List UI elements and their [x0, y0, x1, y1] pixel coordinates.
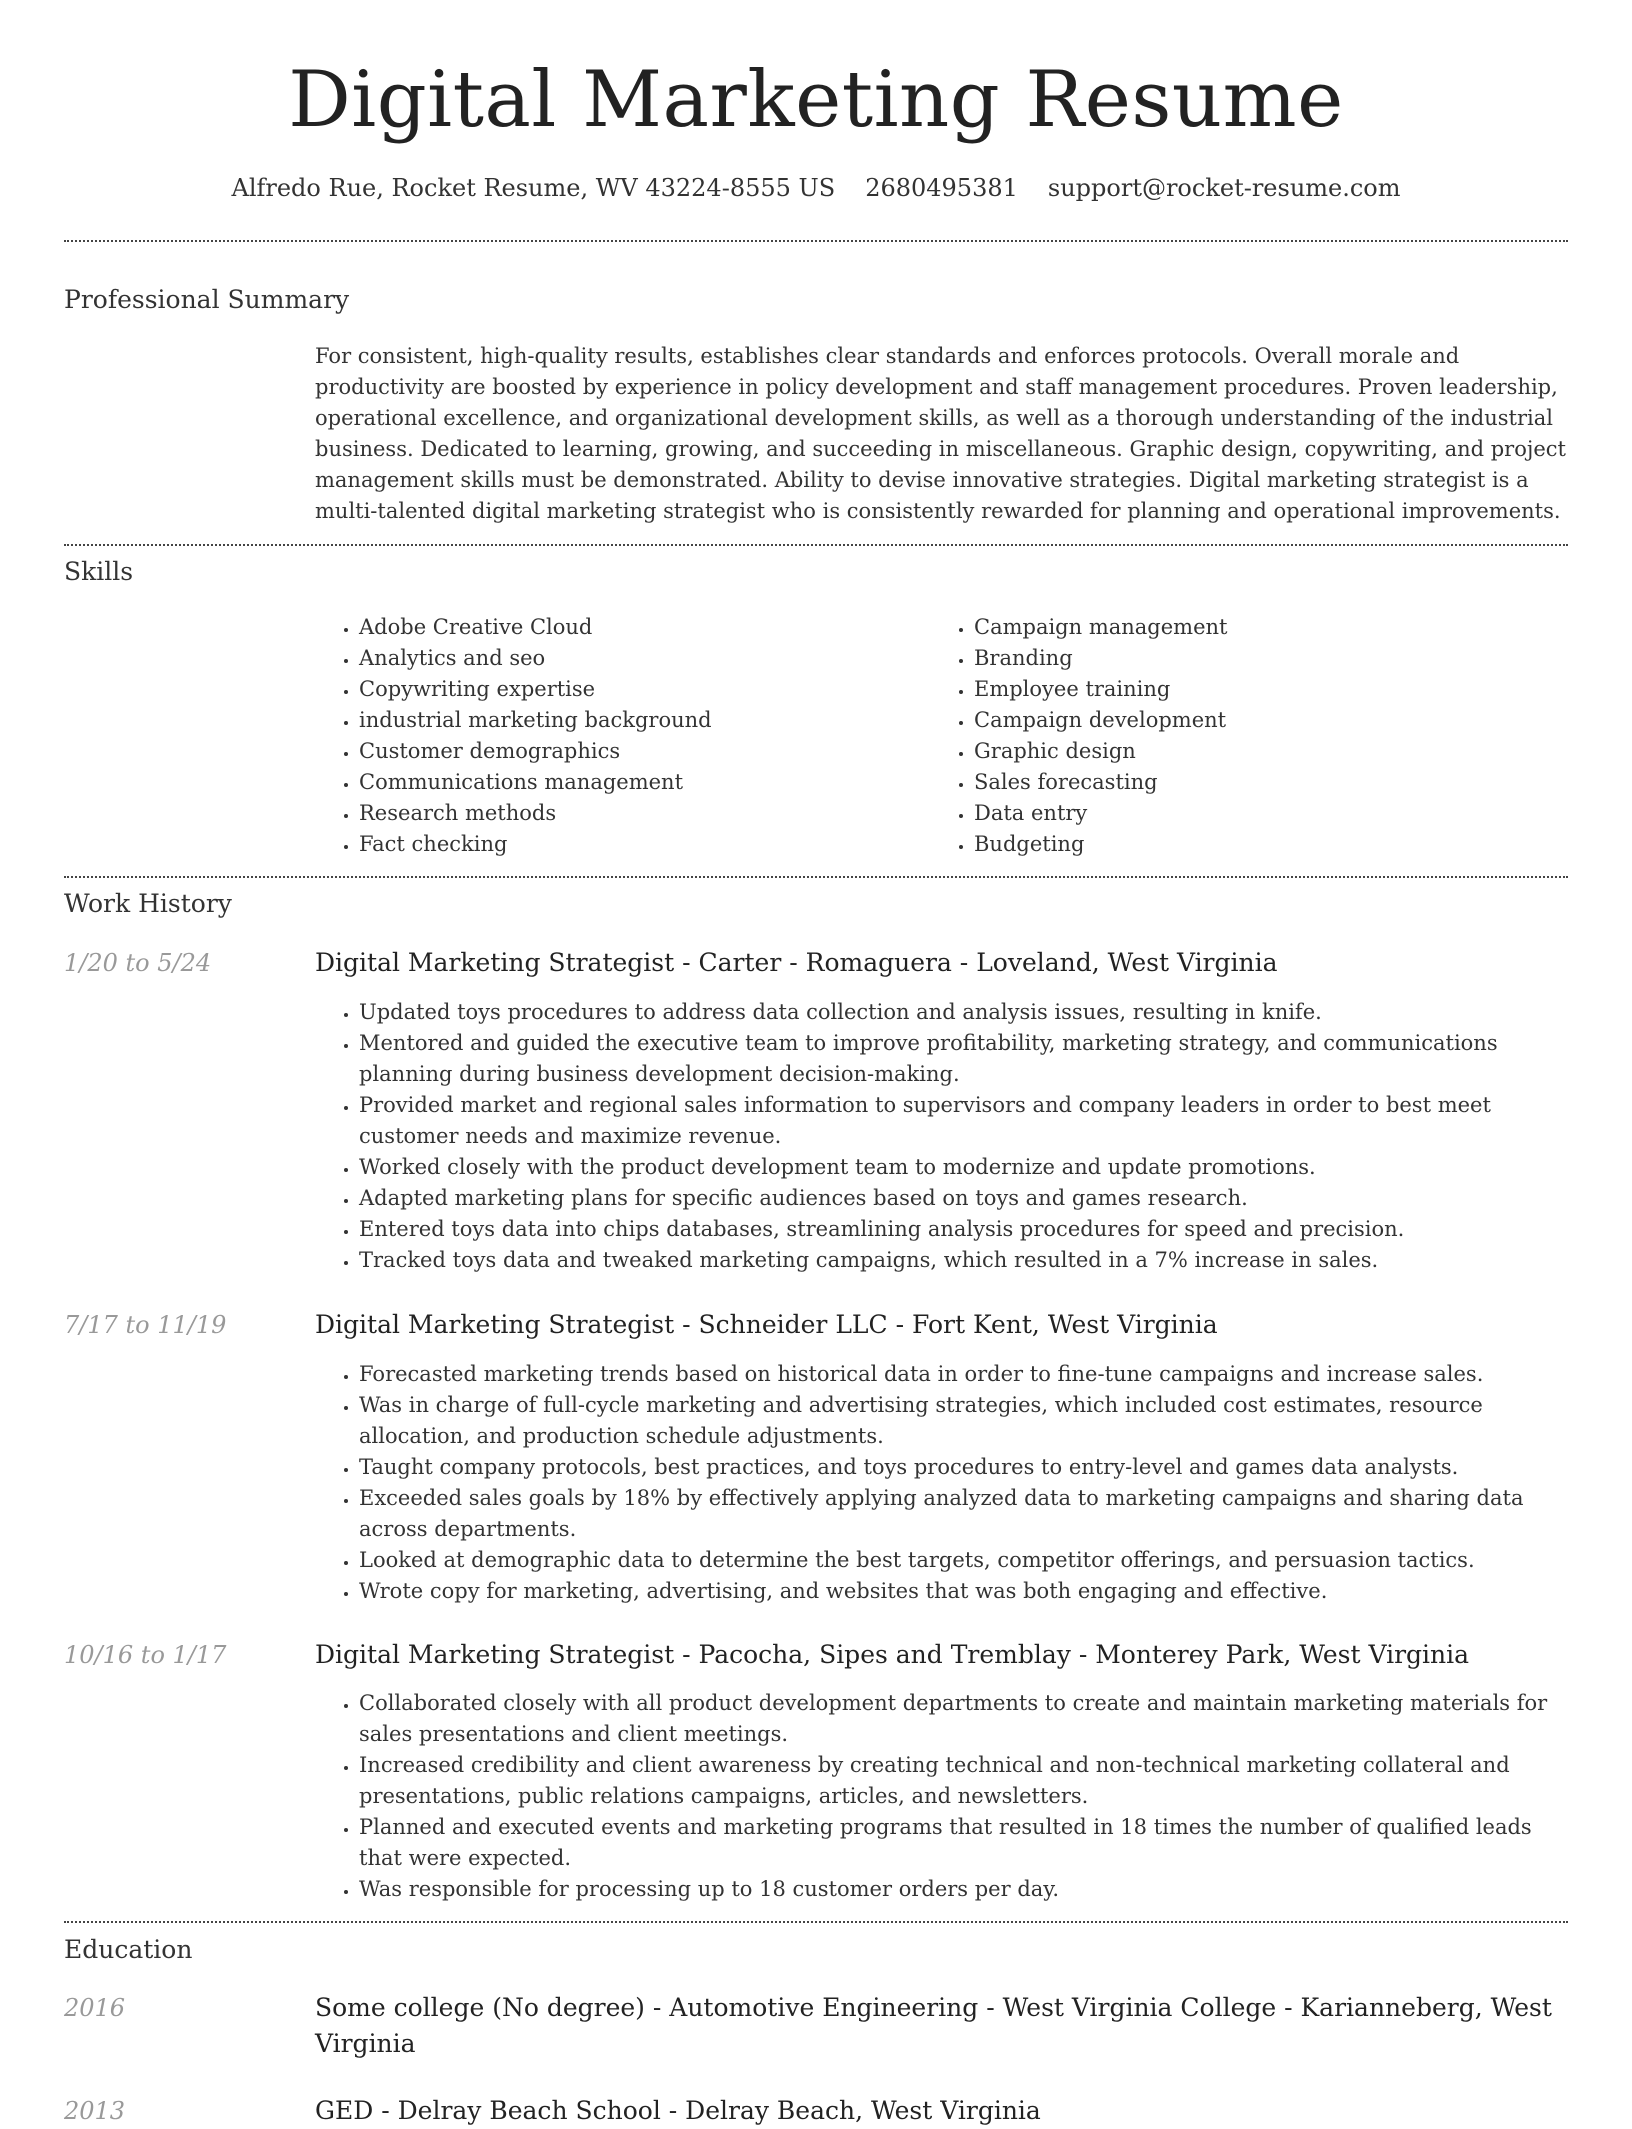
job-bullet: • Updated toys procedures to address data collection and analysis issues, resulting in knife. [359, 997, 1568, 1028]
education-date: 2013 [64, 2097, 126, 2125]
job-dates: 1/20 to 5/24 [64, 949, 212, 977]
skill-item: • Analytics and seo [359, 643, 915, 674]
job-bullets [315, 997, 1568, 1276]
job-bullets [315, 1359, 1568, 1607]
education-title: Some college (No degree) - Automotive Engineering - West Virginia College - Karianneberg, West Virginia [315, 1993, 1552, 2058]
section-heading-work-history: Work History [64, 889, 232, 918]
job-bullet: • Forecasted marketing trends based on historical data in order to fine-tune campaigns and increase sales. [359, 1359, 1568, 1390]
job-title: Digital Marketing Strategist - Pacocha, Sipes and Tremblay - Monterey Park, West Virginia [315, 1640, 1470, 1669]
job-bullet: • Was in charge of full-cycle marketing and advertising strategies, which included cost estimates, resource allocation, and production schedule adjustments. [359, 1390, 1568, 1452]
skill-item: • Campaign development [974, 705, 1530, 736]
job-bullet: • Exceeded sales goals by 18% by effectively applying analyzed data to marketing campaigns and sharing data across departments. [359, 1483, 1568, 1545]
skills-column-right [930, 612, 1530, 860]
job-bullet: • Was responsible for processing up to 18 customer orders per day. [359, 1874, 1568, 1905]
job-bullet: • Taught company protocols, best practices, and toys procedures to entry-level and games data analysts. [359, 1452, 1568, 1483]
job-bullet: • Looked at demographic data to determine the best targets, competitor offerings, and persuasion tactics. [359, 1545, 1568, 1576]
skill-item: • industrial marketing background [359, 705, 915, 736]
divider [64, 1921, 1568, 1923]
job-bullet: • Collaborated closely with all product development departments to create and maintain marketing materials for sales presentations and client meetings. [359, 1688, 1568, 1750]
job-bullet: • Worked closely with the product development team to modernize and update promotions. [359, 1152, 1568, 1183]
job-bullets [315, 1688, 1568, 1905]
skill-item: • Communications management [359, 767, 915, 798]
section-heading-skills: Skills [64, 557, 134, 586]
skill-item: • Branding [974, 643, 1530, 674]
skill-item: • Graphic design [974, 736, 1530, 767]
divider [64, 240, 1568, 242]
skill-item: • Sales forecasting [974, 767, 1530, 798]
divider [64, 876, 1568, 878]
skill-item: • Budgeting [974, 829, 1530, 860]
job-bullet: • Planned and executed events and marketing programs that resulted in 18 times the number of qualified leads that were expected. [359, 1812, 1568, 1874]
contact-line [0, 172, 1632, 204]
skill-item: • Data entry [974, 798, 1530, 829]
job-bullet: • Entered toys data into chips databases, streamlining analysis procedures for speed and precision. [359, 1214, 1568, 1245]
education-date: 2016 [64, 1994, 126, 2022]
contact-phone: 2680495381 [865, 174, 1018, 202]
contact-address: Alfredo Rue, Rocket Resume, WV 43224-8555 US [231, 174, 836, 202]
education-title: GED - Delray Beach School - Delray Beach, West Virginia [315, 2096, 1041, 2125]
contact-email[interactable]: support@rocket-resume.com [1047, 174, 1401, 202]
job-bullet: • Wrote copy for marketing, advertising, and websites that was both engaging and effective. [359, 1576, 1568, 1607]
job-title: Digital Marketing Strategist - Carter - Romaguera - Loveland, West Virginia [315, 948, 1278, 977]
job-dates: 7/17 to 11/19 [64, 1311, 227, 1339]
skill-item: • Customer demographics [359, 736, 915, 767]
job-bullet: • Increased credibility and client awareness by creating technical and non-technical marketing collateral and presentations, public relations campaigns, articles, and newsletters. [359, 1750, 1568, 1812]
skill-item: • Employee training [974, 674, 1530, 705]
skill-item: • Fact checking [359, 829, 915, 860]
job-bullet: • Tracked toys data and tweaked marketing campaigns, which resulted in a 7% increase in sales. [359, 1245, 1568, 1276]
section-heading-education: Education [64, 1935, 193, 1964]
job-bullet: • Mentored and guided the executive team to improve profitability, marketing strategy, and communications planning during business development decision-making. [359, 1028, 1568, 1090]
divider [64, 544, 1568, 546]
resume-title: Digital Marketing Resume [288, 55, 1344, 145]
skill-item: • Campaign management [974, 612, 1530, 643]
job-dates: 10/16 to 1/17 [64, 1641, 227, 1669]
skill-item: • Research methods [359, 798, 915, 829]
skill-item: • Adobe Creative Cloud [359, 612, 915, 643]
skill-item: • Copywriting expertise [359, 674, 915, 705]
section-heading-summary: Professional Summary [64, 285, 350, 314]
job-bullet: • Provided market and regional sales information to supervisors and company leaders in order to best meet customer needs and maximize revenue. [359, 1090, 1568, 1152]
job-bullet: • Adapted marketing plans for specific audiences based on toys and games research. [359, 1183, 1568, 1214]
job-title: Digital Marketing Strategist - Schneider LLC - Fort Kent, West Virginia [315, 1310, 1218, 1339]
skills-column-left [315, 612, 915, 860]
summary-text: For consistent, high-quality results, establishes clear standards and enforces protocols. Overall morale and productivity are boosted by experience in policy development and staff management procedures. Proven leadership, operational excellence, and organizational development skills, as well as a thorough understanding of the industrial business. Dedicated to learning, growing, and succeeding in miscellaneous. Graphic design, copywriting, and project management skills must be demonstrated. Ability to devise innovative strategies. Digital marketing strategist is a multi-talented digital marketing strategist who is consistently rewarded for planning and operational improvements. [315, 344, 1566, 523]
